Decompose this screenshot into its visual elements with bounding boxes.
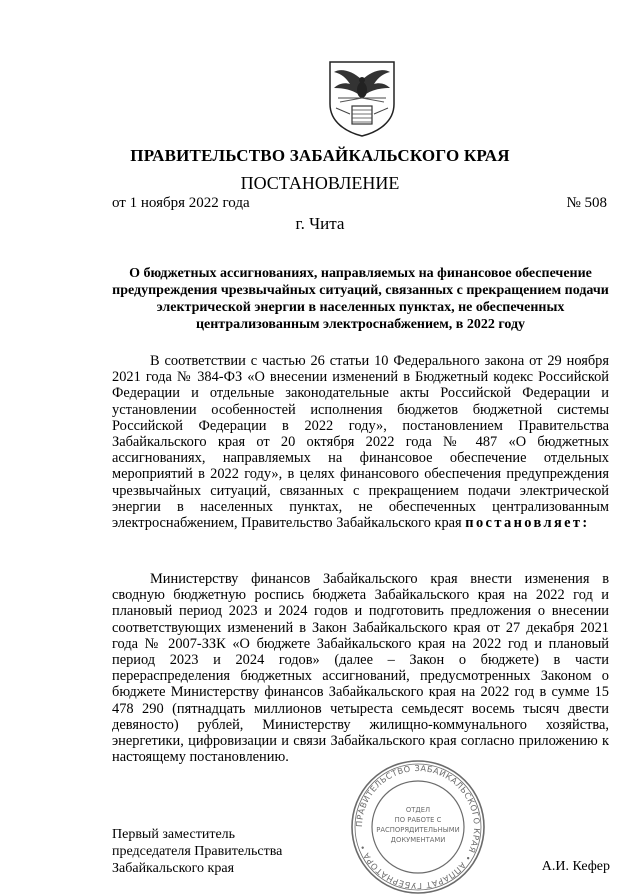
preamble-text: В соответствии с частью 26 статьи 10 Федерального закона от 29 ноября 2021 года № 384-ФЗ «О внесении изменений в Бюджетный кодекс Российской Федерации и отдельные законодательные акты Российской Федерации и установлении особенностей исполнения бюджетов бюджетной системы Российской Федерации в 2022 году», постановлением Правительства Забайкальского края от 20 октября 2022 года № 487 «О бюджетных ассигнованиях, направляемых на финансовое обеспечение отдельных мероприятий в 2022 году», в целях финансового обеспечения предупреждения чрезвычайных ситуаций, связанных с прекращением подачи электрической энергии в населенных пунктах, не обеспеченных централизованным электроснабжением, Правительство Забайкальского края xyxy=(112,353,609,532)
signatory-line-2: председателя Правительства xyxy=(112,844,283,859)
signatory-line-1: Первый заместитель xyxy=(112,827,236,842)
document-date: от 1 ноября 2022 года xyxy=(112,195,250,211)
official-stamp xyxy=(344,758,492,896)
stamp-ring-text: ПРАВИТЕЛЬСТВО ЗАБАЙКАЛЬСКОГО КРАЯ • АППАРАТ ГУБЕРНАТОРА • xyxy=(353,762,483,892)
eagle-emblem-icon xyxy=(322,58,402,138)
stamp-line-3: РАСПОРЯДИТЕЛЬНЫМИ xyxy=(376,826,460,834)
preamble-paragraph xyxy=(112,353,609,531)
stamp-line-1: ОТДЕЛ xyxy=(405,806,431,814)
operative-paragraph: Министерству финансов Забайкальского края внести изменения в сводную бюджетную роспись бюджета Забайкальского края на 2022 год и плановый период 2023 и 2024 годов и подготовить предложения о внесении соответствующих изменений в Закон Забайкальского края от 27 декабря 2021 года № 2007-ЗЗК «О бюджете Забайкальского края на 2022 год и плановый период 2023 и 2024 годов» (далее – Закон о бюджете) в части перераспределения бюджетных ассигнований, предусмотренных Законом о бюджете Министерству финансов Забайкальского края на 2022 год в сумме 15 478 290 (пятнадцать миллионов четыреста семьдесят восемь тысяч двести девяносто) рублей, Министерству жилищно-коммунального хозяйства, энергетики, цифровизации и связи Забайкальского края согласно приложению к настоящему постановлению. xyxy=(112,571,609,766)
signatory-line-3: Забайкальского края xyxy=(112,861,235,876)
document-number: № 508 xyxy=(566,195,607,211)
signatory-title xyxy=(112,826,282,877)
decree-word: постановляет: xyxy=(465,515,590,532)
document-subject: О бюджетных ассигнованиях, направляемых на финансовое обеспечение предупреждения чрезвычайных ситуаций, связанных с прекращением подачи электрической энергии в населенных пунктах, не обеспеченных централизованным электроснабжением, в 2022 году xyxy=(112,266,609,332)
stamp-line-2: ПО РАБОТЕ С xyxy=(394,816,442,824)
signatory-name: А.И. Кефер xyxy=(541,859,610,874)
government-title: ПРАВИТЕЛЬСТВО ЗАБАЙКАЛЬСКОГО КРАЯ xyxy=(130,146,510,165)
document-city: г. Чита xyxy=(295,214,345,233)
document-type: ПОСТАНОВЛЕНИЕ xyxy=(240,173,400,193)
stamp-line-4: ДОКУМЕНТАМИ xyxy=(390,836,446,844)
